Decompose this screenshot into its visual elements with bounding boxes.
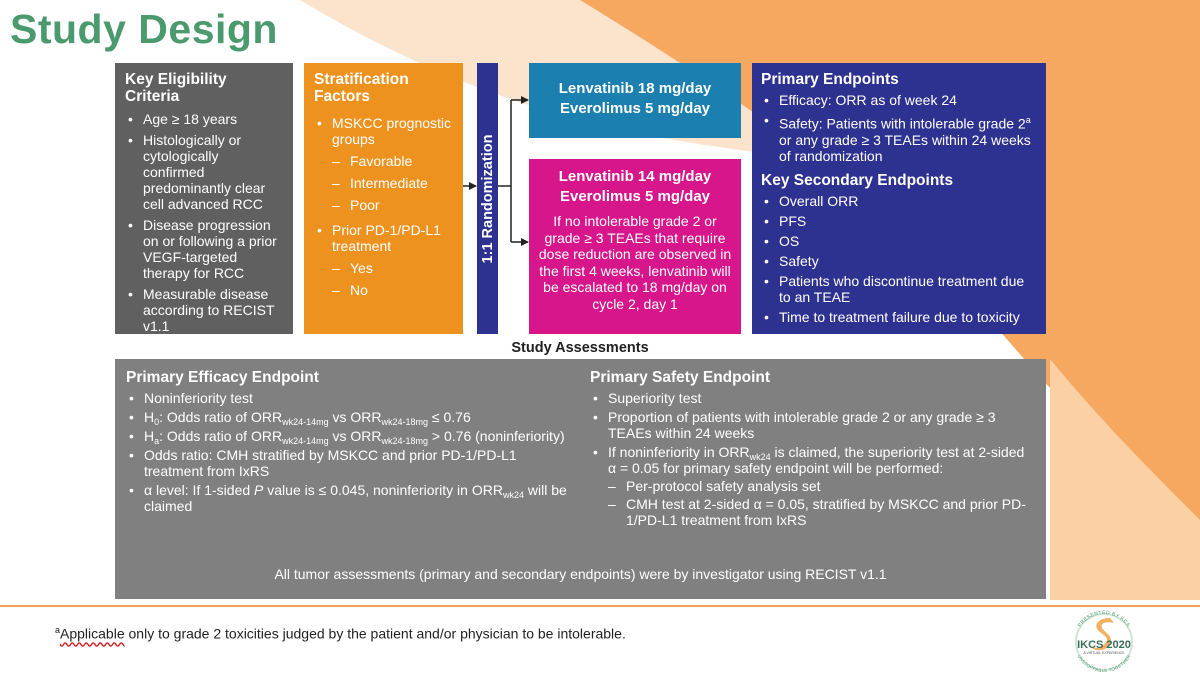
orr-subscript: wk24-18mg: [381, 436, 429, 447]
eligibility-criteria-box: [115, 63, 293, 355]
stratification-factor: [314, 115, 453, 213]
primary-endpoints-list: [761, 92, 1037, 164]
stratification-level: – Poor: [332, 197, 453, 213]
safety-text: = 0.05 for primary safety endpoint will be performed:: [616, 460, 944, 477]
efficacy-item: • Odds ratio: CMH stratified by MSKCC and prior PD-1/PD-L1 treatment from IxRS: [126, 447, 576, 479]
efficacy-item-alpha: [126, 482, 576, 514]
safety-subitems: [608, 478, 1035, 528]
orr-subscript: wk24: [749, 452, 771, 463]
efficacy-text: vs ORR: [328, 428, 382, 445]
endpoints-box: [752, 63, 1046, 334]
hypothesis-symbol: H: [144, 409, 155, 426]
stratification-factor: [314, 222, 453, 298]
safety-text: If noninferiority in ORR: [608, 444, 750, 461]
efficacy-item-ha: [126, 428, 576, 447]
primary-endpoints-heading: Primary Endpoints: [761, 71, 899, 88]
stratification-levels: [332, 260, 453, 298]
efficacy-endpoint-list: [126, 390, 576, 514]
efficacy-text: : Odds ratio of ORR: [159, 409, 283, 426]
secondary-endpoint-item: • OS: [761, 233, 1037, 249]
efficacy-text: value is ≤ 0.045, noninferiority in ORR: [263, 482, 503, 499]
efficacy-endpoint-heading: Primary Efficacy Endpoint: [126, 369, 319, 386]
alpha-symbol: α: [144, 482, 153, 499]
ikcs-2020-logo: [1062, 610, 1146, 672]
safety-endpoint-heading: Primary Safety Endpoint: [590, 369, 771, 386]
eligibility-list: [125, 111, 283, 355]
secondary-endpoint-item: • Patients who discontinue treatment due to an TEAE: [761, 273, 1037, 305]
arm1-box: [529, 63, 741, 138]
safety-endpoint-text: Safety: Patients with intolerable grade 2: [779, 116, 1026, 133]
efficacy-text: : Odds ratio of ORR: [159, 428, 283, 445]
alpha-symbol: α: [608, 460, 617, 477]
logo-name: IKCS 2020: [1077, 639, 1131, 651]
eligibility-item: • Histologically or cytologically confirmed predominantly clear cell advanced RCC: [125, 132, 283, 212]
eligibility-heading: Key Eligibility Criteria: [125, 71, 227, 106]
stratification-level: – Favorable: [332, 153, 453, 169]
footnote-text: Applicable: [60, 625, 125, 642]
svg-text:UNSTOPPABLE TOGETHER: [1077, 654, 1132, 672]
footnote-marker: a: [1025, 115, 1031, 126]
secondary-endpoints-heading: Key Secondary Endpoints: [761, 172, 954, 190]
arm2-box: [529, 159, 741, 334]
safety-item: • Proportion of patients with intolerable grade 2 or any grade ≥ 3 TEAEs within 24 weeks: [590, 409, 1035, 441]
logo-top-text: PRESENTED BY KCA: [1076, 610, 1132, 629]
logo-bottom-text: UNSTOPPABLE TOGETHER: [1076, 653, 1132, 672]
study-assessments-label: Study Assessments: [511, 340, 649, 356]
eligibility-item: • Disease progression on or following a prior VEGF-targeted therapy for RCC: [125, 217, 283, 281]
randomization-bar: [477, 63, 498, 334]
p-symbol: P: [254, 482, 264, 499]
secondary-endpoint-item: • Overall ORR: [761, 193, 1037, 209]
stratification-factor-label: Prior PD-1/PD-L1 treatment: [332, 221, 441, 254]
logo-subtitle: A VIRTUAL EXPERIENCE: [1083, 651, 1125, 655]
safety-item: [590, 444, 1035, 528]
arm2-lenvatinib-dose: Lenvatinib 14 mg/day: [558, 168, 712, 185]
stratification-level: – No: [332, 282, 453, 298]
hypothesis-subscript: a: [154, 436, 160, 447]
stratification-factor-label: MSKCC prognostic groups: [332, 114, 452, 147]
orr-subscript: wk24-14mg: [282, 436, 329, 447]
footnote: [55, 625, 626, 642]
page-title: Study Design: [10, 6, 278, 52]
alpha-symbol: α: [753, 496, 762, 513]
orr-subscript: wk24: [502, 490, 524, 501]
secondary-endpoint-item: • Time to treatment failure due to toxicity: [761, 309, 1037, 325]
primary-endpoint-item: • Efficacy: ORR as of week 24: [761, 92, 1037, 108]
orr-subscript: wk24-18mg: [381, 417, 429, 428]
footnote-marker: a: [55, 625, 61, 635]
footer-divider: [0, 605, 1200, 607]
hypothesis-subscript: 0: [154, 417, 160, 428]
safety-text: = 0.05, stratified by MSKCC and prior PD-1/PD-L1 treatment from IxRS: [626, 496, 1026, 529]
stratification-level: – Yes: [332, 260, 453, 276]
eligibility-item: • Measurable disease according to RECIST v1.1: [125, 286, 283, 334]
stratification-heading: Stratification Factors: [314, 71, 409, 106]
safety-endpoint-column: [590, 369, 1035, 528]
study-assessments-box: [115, 359, 1046, 599]
assessment-note: All tumor assessments (primary and secondary endpoints) were by investigator using RECIST v1.1: [274, 566, 887, 582]
arm1-everolimus-dose: Everolimus 5 mg/day: [559, 100, 711, 117]
safety-text: is claimed, the superiority test at 2-sided: [770, 444, 1025, 461]
primary-endpoint-item: [761, 112, 1037, 164]
orr-subscript: wk24-14mg: [282, 417, 329, 428]
stratification-level: – Intermediate: [332, 175, 453, 191]
efficacy-text: will be claimed: [144, 482, 567, 515]
efficacy-item: • Noninferiority test: [126, 390, 576, 406]
randomization-label: 1:1 Randomization: [479, 134, 496, 263]
safety-item: • Superiority test: [590, 390, 1035, 406]
arm1-lenvatinib-dose: Lenvatinib 18 mg/day: [558, 80, 712, 97]
efficacy-text: vs ORR: [328, 409, 382, 426]
efficacy-text: ≤ 0.76: [428, 409, 471, 426]
secondary-endpoint-item: • Safety: [761, 253, 1037, 269]
stratification-factors-box: [304, 63, 463, 334]
safety-endpoint-list: [590, 390, 1035, 528]
stratification-list: [314, 115, 453, 298]
hypothesis-symbol: H: [144, 428, 155, 445]
secondary-endpoint-item: • PFS: [761, 213, 1037, 229]
safety-subitem: [608, 496, 1035, 528]
efficacy-item-h0: [126, 409, 576, 428]
secondary-endpoints-list: [761, 193, 1037, 325]
safety-endpoint-text: or any grade ≥ 3 TEAEs within 24 weeks of randomization: [779, 132, 1031, 165]
stratification-levels: [332, 153, 453, 213]
arm2-escalation-note: If no intolerable grade 2 or grade ≥ 3 TEAEs that require dose reduction are observed in the first 4 weeks, lenvatinib will be escalated to 18 mg/day on cycle 2, day 1: [538, 213, 732, 312]
footnote-text: only to grade 2 toxicities judged by the patient and/or physician to be intolerable.: [124, 625, 626, 642]
efficacy-text: > 0.76 (noninferiority): [428, 428, 565, 445]
efficacy-endpoint-column: [126, 369, 576, 514]
efficacy-text: level: If 1-sided: [152, 482, 255, 499]
arm2-everolimus-dose: Everolimus 5 mg/day: [559, 188, 711, 205]
safety-subitem: – Per-protocol safety analysis set: [608, 478, 1035, 494]
eligibility-item: • KPS of ≥ 70: [125, 339, 283, 355]
safety-text: CMH test at 2-sided: [626, 496, 754, 513]
eligibility-item: • Age ≥ 18 years: [125, 111, 283, 127]
